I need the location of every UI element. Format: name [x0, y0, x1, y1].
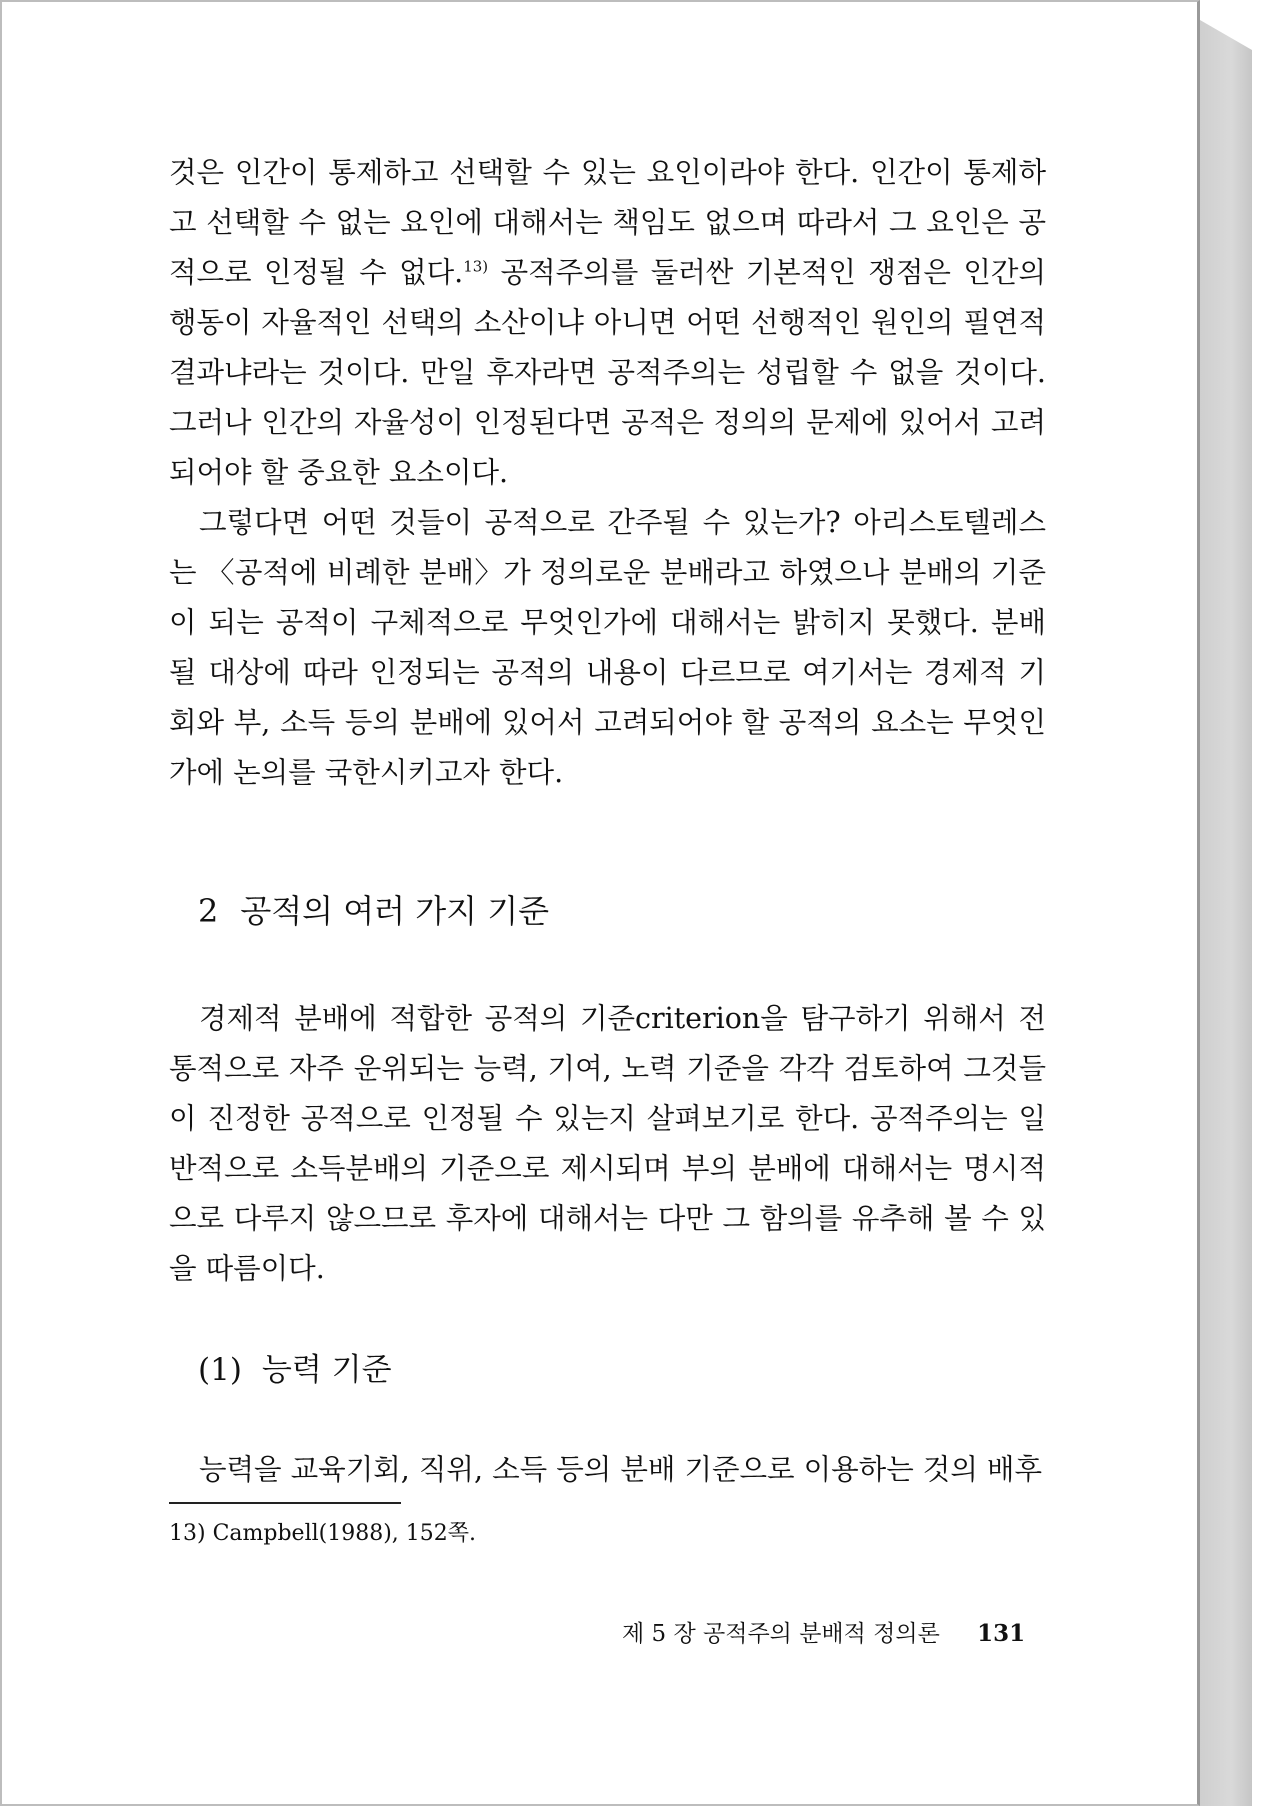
book-page-edge	[1200, 20, 1252, 1806]
body-text-section-1	[169, 148, 1046, 798]
subsection-heading	[198, 1345, 392, 1395]
footnote-13: 13) Campbell(1988), 152쪽.	[169, 1521, 477, 1546]
section-number: 2	[198, 892, 219, 930]
footer-chapter: 제 5 장	[622, 1621, 696, 1647]
page-number: 131	[977, 1620, 1026, 1647]
footer-title: 공적주의 분배적 정의론	[703, 1621, 940, 1647]
paragraph-4: 능력을 교육기회, 직위, 소득 등의 분배 기준으로 이용하는 것의 배후	[199, 1453, 1042, 1486]
section-heading	[198, 886, 549, 936]
body-text-subsection-1	[169, 1445, 1046, 1495]
section-title: 공적의 여러 가지 기준	[240, 892, 550, 930]
footnote-reference: 13)	[463, 257, 489, 276]
running-footer	[622, 1614, 1025, 1654]
subsection-number: (1)	[198, 1352, 242, 1388]
footnote-separator	[169, 1502, 401, 1504]
subsection-title: 능력 기준	[261, 1352, 392, 1388]
paragraph-2: 그렇다면 어떤 것들이 공적으로 간주될 수 있는가? 아리스토텔레스는 〈공적에 비례한 분배〉가 정의로운 분배라고 하였으나 분배의 기준이 되는 공적이 구체적으로 무엇인가에 대해서는 밝히지 못했다. 분배될 대상에 따라 인정되는 공적의 내용이 다르므로 여기서는 경제적 기회와 부, 소득 등의 분배에 있어서 고려되어야 할 공적의 요소는 무엇인가에 논의를 국한시키고자 한다.	[169, 506, 1046, 789]
paragraph-1-text-b: 공적주의를 둘러싼 기본적인 쟁점은 인간의 행동이 자율적인 선택의 소산이냐 아니면 어떤 선행적인 원인의 필연적 결과냐라는 것이다. 만일 후자라면 공적주의는 성립할 수 없을 것이다. 그러나 인간의 자율성이 인정된다면 공적은 정의의 문제에 있어서 고려되어야 할 중요한 요소이다.	[169, 256, 1046, 489]
paragraph-3: 경제적 분배에 적합한 공적의 기준criterion을 탐구하기 위해서 전통적으로 자주 운위되는 능력, 기여, 노력 기준을 각각 검토하여 그것들이 진정한 공적으로 인정될 수 있는지 살펴보기로 한다. 공적주의는 일반적으로 소득분배의 기준으로 제시되며 부의 분배에 대해서는 명시적으로 다루지 않으므로 후자에 대해서는 다만 그 함의를 유추해 볼 수 있을 따름이다.	[169, 1002, 1046, 1285]
body-text-section-2	[169, 994, 1046, 1294]
paragraph-1	[169, 148, 1046, 498]
paragraph-1-text-a: 것은 인간이 통제하고 선택할 수 있는 요인이라야 한다. 인간이 통제하고 선택할 수 없는 요인에 대해서는 책임도 없으며 따라서 그 요인은 공적으로 인정될 수 없다.	[169, 156, 1046, 289]
